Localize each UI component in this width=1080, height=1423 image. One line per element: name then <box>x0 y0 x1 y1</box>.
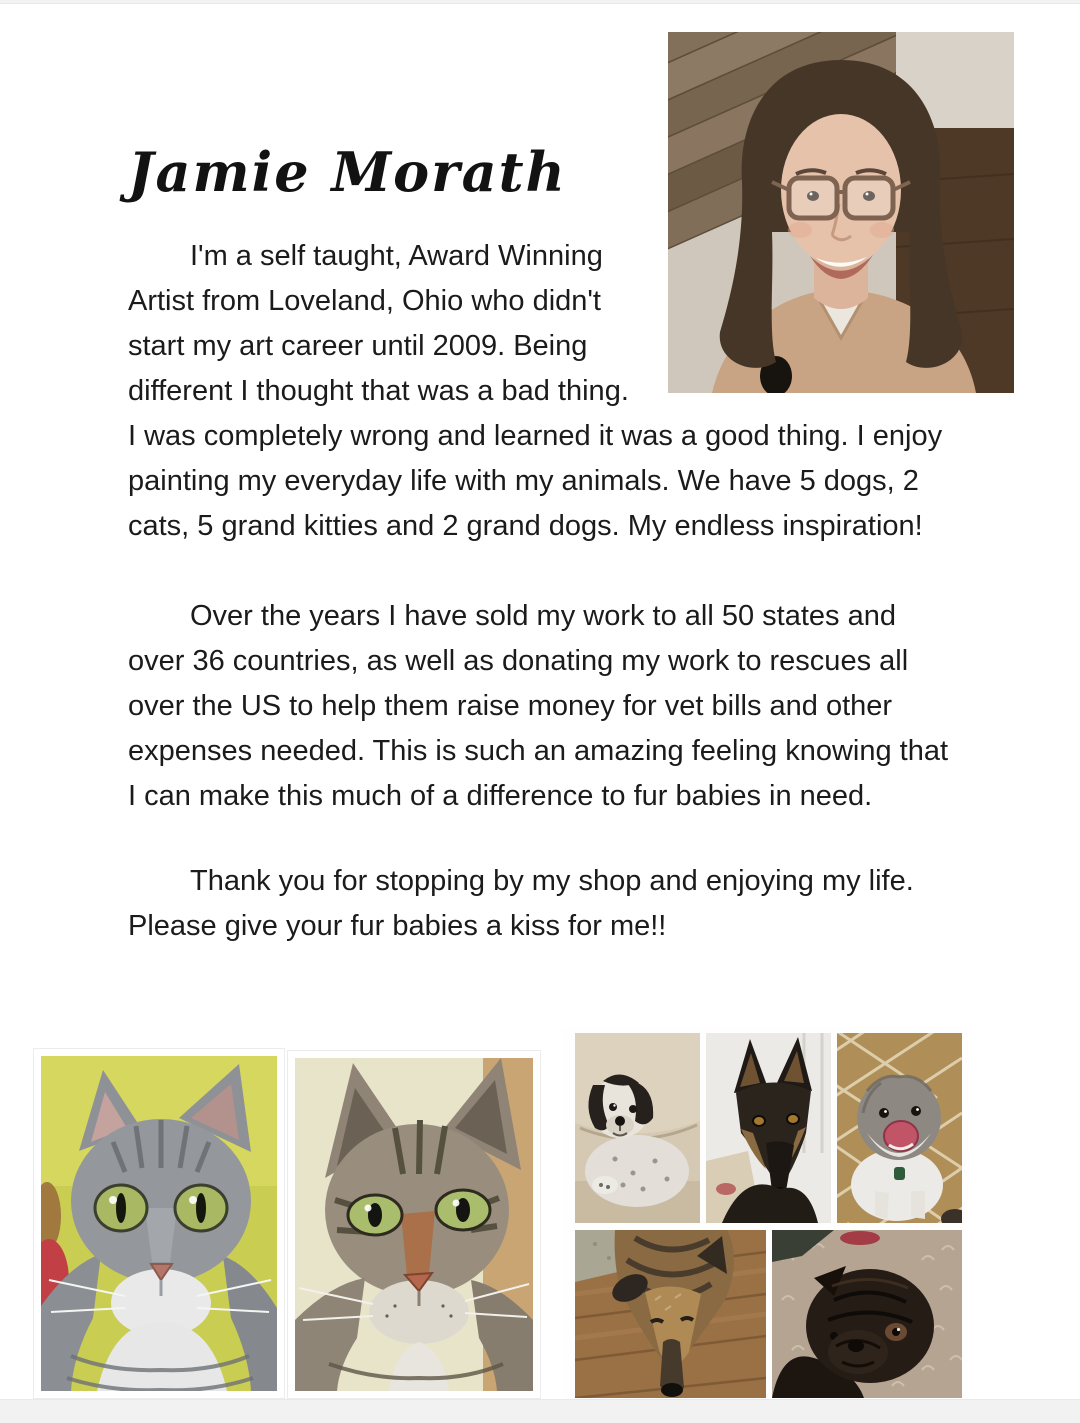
bio-paragraph-3: Thank you for stopping by my shop and enjoying my life. Please give your fur babies a kiss for me!! <box>128 865 914 942</box>
shih-tzu-tongue-illustration <box>837 1033 962 1223</box>
black-pug-illustration <box>772 1230 962 1398</box>
bio-paragraph-2: Over the years I have sold my work to all 50 states and over 36 countries, as well as donating my work to rescues all over the US to help them raise money for vet bills and other expenses needed. This is such an amazing feeling knowing that I can make this much of a difference to fur babies in need. <box>128 600 949 812</box>
page-title: Jamie Morath <box>128 140 567 204</box>
tabby-cat-illustration <box>295 1058 533 1391</box>
gray-cat-illustration <box>41 1056 277 1391</box>
german-shepherd-illustration <box>706 1033 831 1223</box>
german-shepherd-floor-illustration <box>575 1230 766 1398</box>
page-bottom-edge <box>0 1399 1080 1423</box>
dog-photo-collage <box>563 1028 969 1399</box>
shih-tzu-tongue-photo <box>837 1033 962 1223</box>
page-top-edge <box>0 0 1080 4</box>
tabby-cat-photo <box>287 1050 541 1399</box>
shih-tzu-couch-photo <box>575 1033 700 1223</box>
black-pug-photo <box>772 1230 962 1398</box>
artist-portrait-photo <box>668 32 1014 393</box>
gray-cat-photo <box>33 1048 285 1399</box>
german-shepherd-floor-photo <box>575 1230 766 1398</box>
german-shepherd-photo <box>706 1033 831 1223</box>
shih-tzu-couch-illustration <box>575 1033 700 1223</box>
artist-portrait-illustration <box>668 32 1014 393</box>
bio-paragraph-1: I'm a self taught, Award Winning Artist from Loveland, Ohio who didn't start my art career until 2009. Being different I thought that was a bad thing. I was completely wrong and learned it was a good thing. I enjoy painting my everyday life with my animals. We have 5 dogs, 2 cats, 5 grand kitties and 2 grand dogs. My endless inspiration! <box>128 240 943 542</box>
